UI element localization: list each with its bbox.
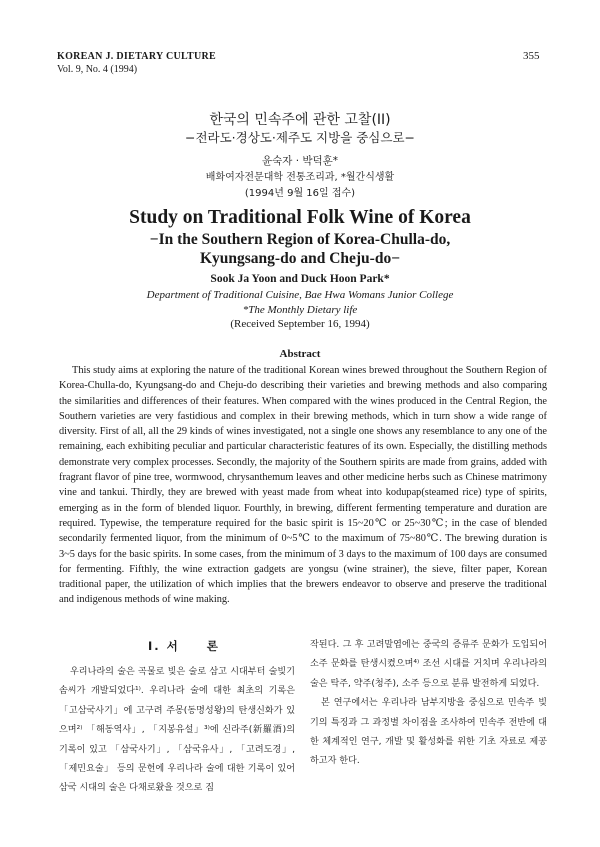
left-column [59, 663, 295, 799]
intro-paragraph-right-1: 작된다. 그 후 고려말엽에는 중국의 증류주 문화가 도입되어 소주 문화를 탄생시켰으며⁴⁾ 조선 시대를 거치며 우리나라의 술은 탁주, 약주(청주), 소주 등으로 분류 발전하게 되었다. [310, 640, 547, 689]
introduction-heading: I. 서 론 [148, 639, 220, 653]
english-subtitle-line2: Kyungsang-do and Cheju-do− [199, 250, 401, 267]
english-subtitle-line1: −In the Southern Region of Korea-Chulla-do, [149, 231, 451, 248]
page-number: 355 [523, 50, 540, 62]
journal-name: KOREAN J. DIETARY CULTURE [57, 51, 217, 62]
intro-paragraph-left: 우리나라의 술은 곡물로 빚은 술로 삼고 시대부터 술빚기 솜씨가 개발되었다¹⁾. 우리나라 술에 대한 최초의 기록은 「고삼국사기」에 고구려 주몽(동명성왕)의 탄생신화가 있으며²⁾ 「해동역사」, 「지봉유설」³⁾에 신라주(新羅酒)의 기록이 있고 「삼국사기」, 「삼국유사」, 「고려도경」, 「제민요술」 등의 문헌에 우리나라 술에 대한 기록이 있어 삼국 시대의 술은 다채로왔을 것으로 짐 [59, 667, 295, 794]
english-authors: Sook Ja Yoon and Duck Hoon Park* [210, 273, 390, 285]
korean-received-date: (1994년 9월 16일 접수) [244, 188, 356, 199]
korean-authors: 윤숙자 · 박덕훈* [261, 155, 339, 167]
korean-affiliation: 배화여자전문대학 전통조리과, *월간식생활 [205, 172, 395, 183]
english-title: Study on Traditional Folk Wine of Korea [129, 207, 471, 228]
abstract-heading: Abstract [279, 348, 321, 360]
right-column [310, 636, 547, 772]
intro-paragraph-right-2: 본 연구에서는 우리나라 남부지방을 중심으로 민속주 빚기의 특징과 그 과정별 차이점을 조사하여 민속주 전반에 대한 체계적인 연구, 개발 및 활성화를 위한 기초 자료로 제공하고자 한다. [310, 698, 547, 767]
korean-title: 한국의 민속주에 관한 고찰(II) [209, 112, 391, 128]
english-affiliation-note: *The Monthly Dietary life [242, 304, 358, 316]
abstract-body: This study aims at exploring the nature of the traditional Korean wines brewed throughout the Southern Region of Korea-Chulla-do, Kyungsang-do and Cheju-do describing their varieties and brewing methods and also comparing the similarities and differences of their features. When compared with the wines produced in the Central Region, the Southern varieties are very fastidious and complex in their brewing methods, which in turn show a wide range of diversity. First of all, all the 29 kinds of wines investigated, not a single one shows any resemblance to any one of the remaining, each exhibiting peculiar and particular characteristic features of its own. Especially, the distilling methods demonstrate very complex processes. Secondly, the majority of the Southern spirits are made from grains, added with fragrant flavor of pine tree, wormwood, chrysanthemum leaves and other medicine herbs such as Chinese matrimony vine and tankui. Thirdly, they are brewed with yeast made from wheat into kodupap(steamed rice) type of spirits, emerging as in the form of blended liquor. Fourthly, in brewing, different fermenting temperature and duration are required. Typewise, the temperature required for the basic spirit is 15~20℃ or 25~30℃; in the case of blended secondarily fermented liquor, from the minimum of 0~5℃ to the maximum of 75~80℃. The brewing duration is 3~5 days for the basic spirits. In some cases, from the minimum of 3 days to the maximum of 100 days are consumed for fermenting. Fifthly, the wine extraction gadgets are yongsu (wine strainer), the sieve, filter paper, Korean traditional paper, the utilization of which implies that the brewers endeavor to observe and preserve the traditional and indigenous methods of wine making. [59, 365, 547, 606]
korean-subtitle: −전라도·경상도·제주도 지방을 중심으로− [184, 130, 416, 145]
journal-volume: Vol. 9, No. 4 (1994) [57, 64, 138, 75]
english-department: Department of Traditional Cuisine, Bae Hwa Womans Junior College [146, 289, 454, 301]
english-received-date: (Received September 16, 1994) [230, 318, 370, 330]
